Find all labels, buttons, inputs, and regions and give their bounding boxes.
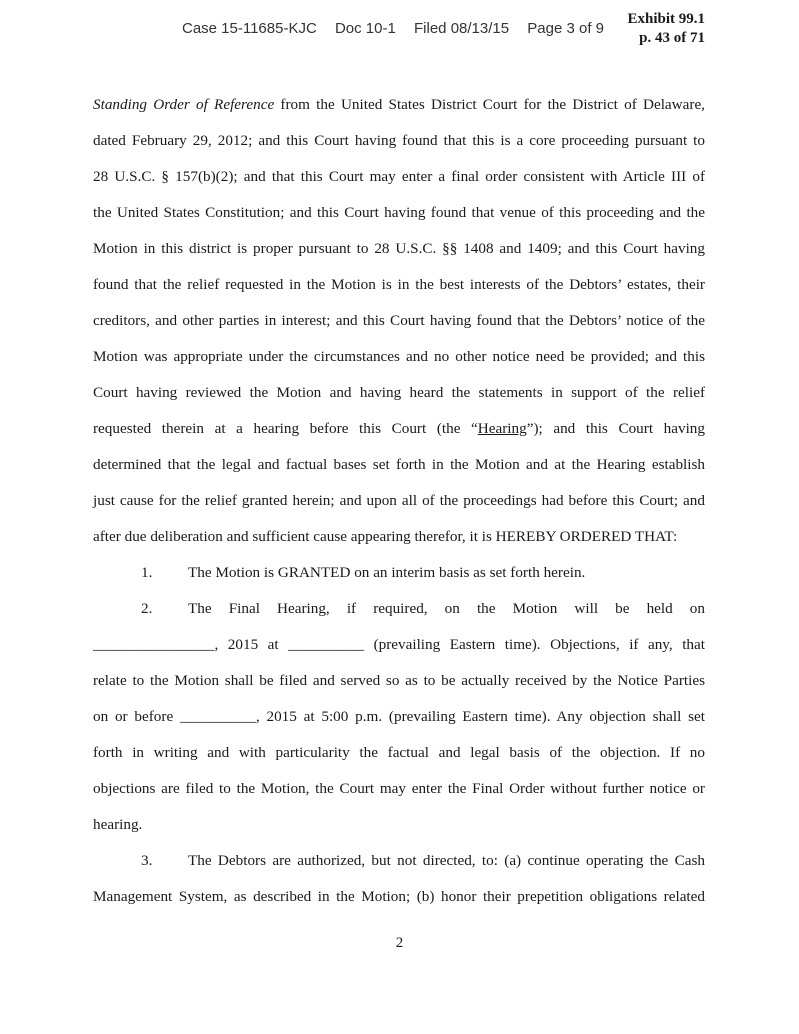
paragraph-3-line-2: Management System, as described in the Motion; (b) honor their prepetition obligations related: [93, 888, 705, 905]
paragraph-2-line-5: forth in writing and with particularity the factual and legal basis of the objection. If no: [93, 744, 705, 761]
paragraph-2-line-7: hearing.: [93, 816, 143, 833]
body-line-4: the United States Constitution; and this Court having found that venue of this proceeding and the: [93, 204, 705, 221]
paragraph-3-line-1: The Debtors are authorized, but not directed, to: (a) continue operating the Cash: [188, 852, 705, 869]
body-text: requested therein at a hearing before this Court (the “: [93, 420, 478, 437]
paragraph-1-number: 1.: [141, 564, 153, 581]
paragraph-2-number: 2.: [141, 600, 153, 617]
page-of: Page 3 of 9: [527, 20, 604, 37]
body-text: ”); and this Court having: [526, 420, 705, 437]
exhibit-page: p. 43 of 71: [639, 30, 705, 46]
doc-number: Doc 10-1: [334, 20, 396, 37]
body-line-6: found that the relief requested in the Motion is in the best interests of the Debtors’ estates, their: [93, 276, 705, 293]
body-line-10: [93, 420, 705, 438]
standing-order-title: Standing Order of Reference: [93, 96, 275, 113]
defined-term-hearing: Hearing: [477, 420, 527, 437]
body-line-12: just cause for the relief granted herein; and upon all of the proceedings had before this Court; and: [93, 492, 705, 509]
page-number: 2: [395, 935, 404, 951]
body-line-8: Motion was appropriate under the circumstances and no other notice need be provided; and this: [93, 348, 705, 365]
paragraph-1-text: The Motion is GRANTED on an interim basis as set forth herein.: [188, 564, 586, 581]
paragraph-2-line-4: on or before __________, 2015 at 5:00 p.m. (prevailing Eastern time). Any objection shall set: [93, 708, 705, 725]
filed-date: Filed 08/13/15: [414, 20, 510, 37]
body-text: from the United States District Court for the District of Delaware,: [274, 96, 705, 113]
body-line-7: creditors, and other parties in interest; and this Court having found that the Debtors’ notice of the: [93, 312, 705, 329]
body-line-5: Motion in this district is proper pursuant to 28 U.S.C. §§ 1408 and 1409; and this Court having: [93, 240, 705, 257]
case-header: [182, 20, 604, 37]
body-line-1: [93, 96, 705, 114]
body-line-13: after due deliberation and sufficient cause appearing therefor, it is HEREBY ORDERED THAT:: [93, 528, 678, 545]
paragraph-3-number: 3.: [141, 852, 153, 869]
body-line-11: determined that the legal and factual bases set forth in the Motion and at the Hearing establish: [93, 456, 705, 473]
body-line-2: dated February 29, 2012; and this Court having found that this is a core proceeding pursuant to: [93, 132, 705, 149]
paragraph-2-line-6: objections are filed to the Motion, the Court may enter the Final Order without further notice or: [93, 780, 705, 797]
paragraph-2-line-2: ________________, 2015 at __________ (prevailing Eastern time). Objections, if any, that: [93, 636, 705, 653]
exhibit-stamp: [621, 10, 705, 48]
paragraph-2-line-1: The Final Hearing, if required, on the Motion will be held on: [188, 600, 705, 617]
body-line-3: 28 U.S.C. § 157(b)(2); and that this Court may enter a final order consistent with Article III of: [93, 168, 705, 185]
body-line-9: Court having reviewed the Motion and having heard the statements in support of the relief: [93, 384, 705, 401]
case-number: Case 15-11685-KJC: [182, 20, 317, 37]
paragraph-2-line-3: relate to the Motion shall be filed and served so as to be actually received by the Notice Parties: [93, 672, 705, 689]
exhibit-label: Exhibit 99.1: [627, 11, 705, 27]
